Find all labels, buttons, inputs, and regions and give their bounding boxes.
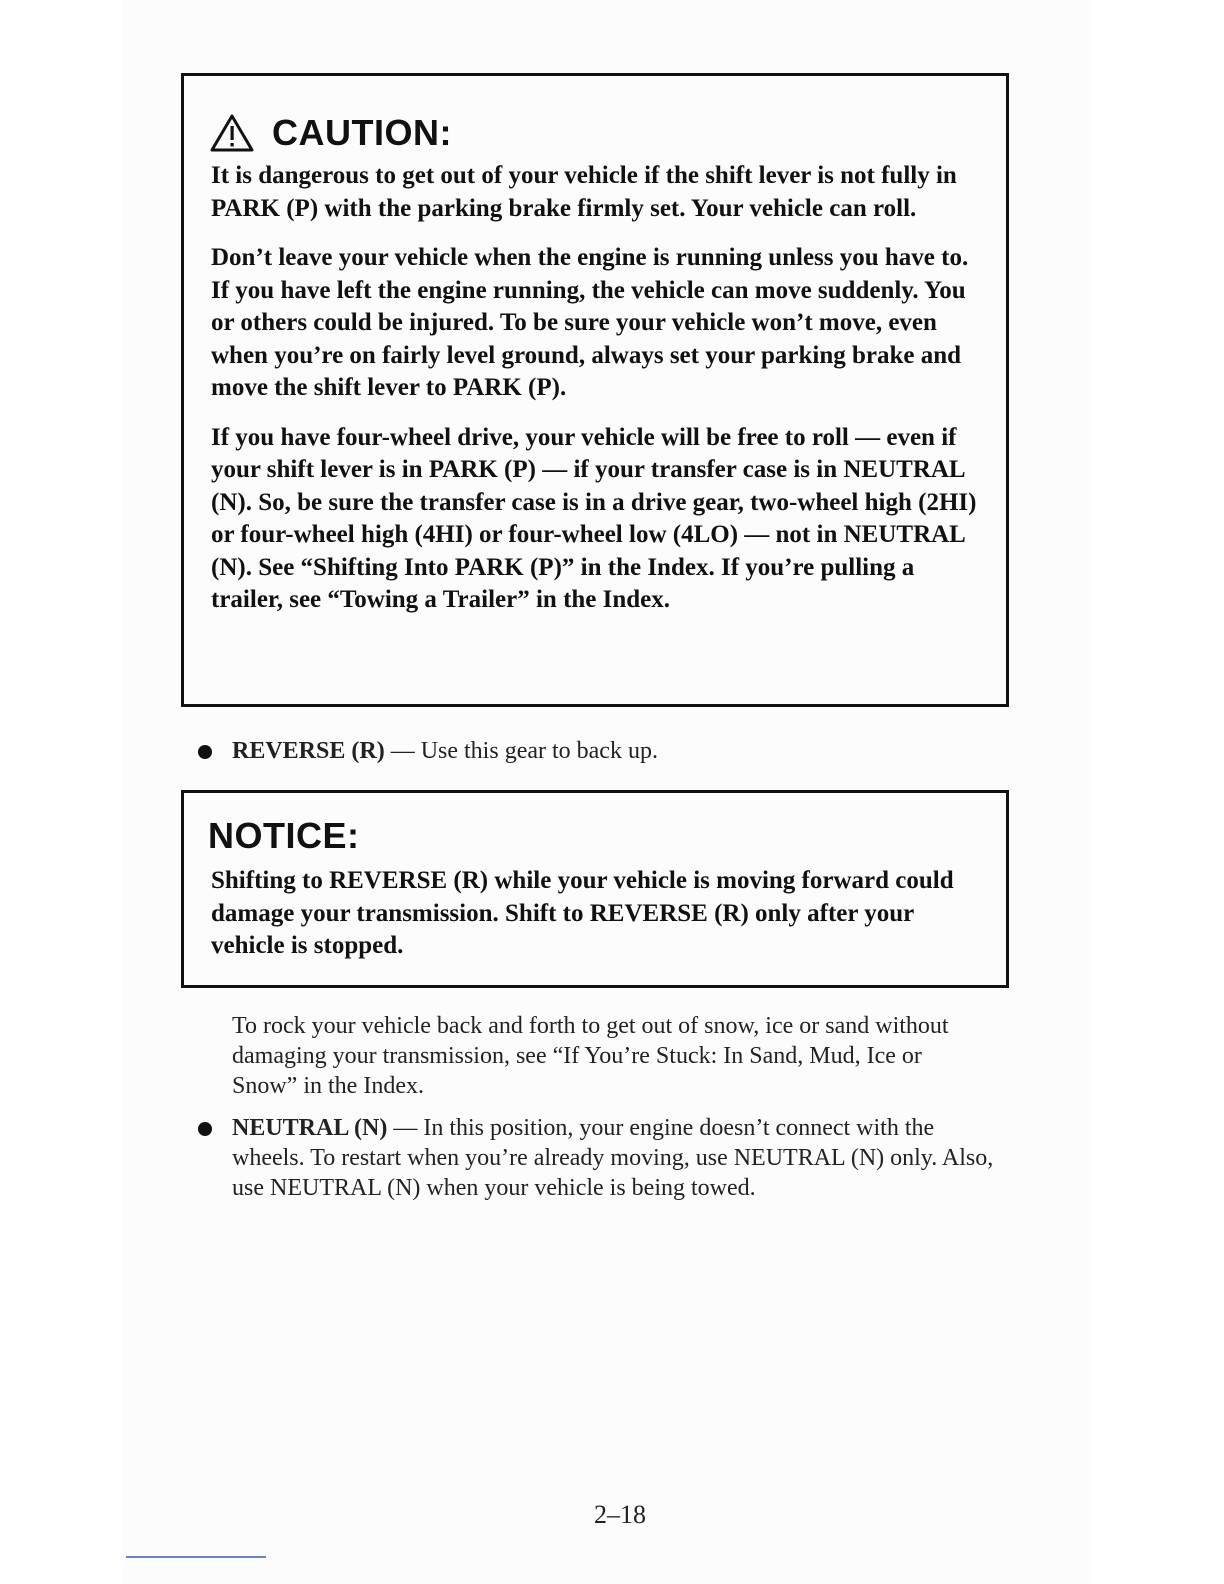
caution-paragraph: Don’t leave your vehicle when the engine is running unless you have to. If you have left the engine running, the vehicle can move suddenly. You or others could be injured. To be sure your vehicle won’t move, even when you’re on fairly level ground, always set your parking brake and move the shift lever to PARK (P). <box>211 244 969 401</box>
caution-paragraph: It is dangerous to get out of your vehicle if the shift lever is not fully in PARK (P) with the parking brake firmly set. Your vehicle can roll. <box>211 162 957 222</box>
caution-paragraph: If you have four-wheel drive, your vehicle will be free to roll — even if your shift lever is in PARK (P) — if your transfer case is in NEUTRAL (N). So, be sure the transfer case is in a drive gear, two-wheel high (2HI) or four-wheel high (4HI) or four-wheel low (4LO) — not in NEUTRAL (N). See “Shifting Into PARK (P)” in the Index. If you’re pulling a trailer, see “Towing a Trailer” in the Index. <box>211 423 977 613</box>
notice-body <box>211 865 981 980</box>
notice-box <box>181 790 1009 988</box>
scan-artifact-line <box>126 1556 266 1558</box>
warning-triangle-icon <box>210 113 254 153</box>
bullet-dot-icon <box>198 745 212 759</box>
caution-heading-text: CAUTION: <box>272 112 452 153</box>
caution-heading <box>210 112 452 154</box>
page-number: 2–18 <box>594 1500 646 1529</box>
caution-body <box>211 160 981 634</box>
reverse-description: — Use this gear to back up. <box>384 738 658 764</box>
reverse-term: REVERSE (R) <box>232 738 385 764</box>
notice-heading: NOTICE: <box>208 815 360 856</box>
neutral-bullet-text <box>232 1113 1002 1203</box>
bullet-dot-icon <box>198 1122 212 1136</box>
neutral-description: — In this position, your engine doesn’t connect with the wheels. To restart when you’re already moving, use NEUTRAL (N) only. Also, use NEUTRAL (N) when your vehicle is being towed. <box>232 1115 994 1201</box>
rock-vehicle-paragraph: To rock your vehicle back and forth to get out of snow, ice or sand without damaging your transmission, see “If You’re Stuck: In Sand, Mud, Ice or Snow” in the Index. <box>232 1013 949 1099</box>
notice-paragraph: Shifting to REVERSE (R) while your vehicle is moving forward could damage your transmission. Shift to REVERSE (R) only after your vehicle is stopped. <box>211 867 954 959</box>
caution-box <box>181 73 1009 707</box>
neutral-term: NEUTRAL (N) <box>232 1115 388 1141</box>
reverse-bullet-text <box>232 736 1002 766</box>
